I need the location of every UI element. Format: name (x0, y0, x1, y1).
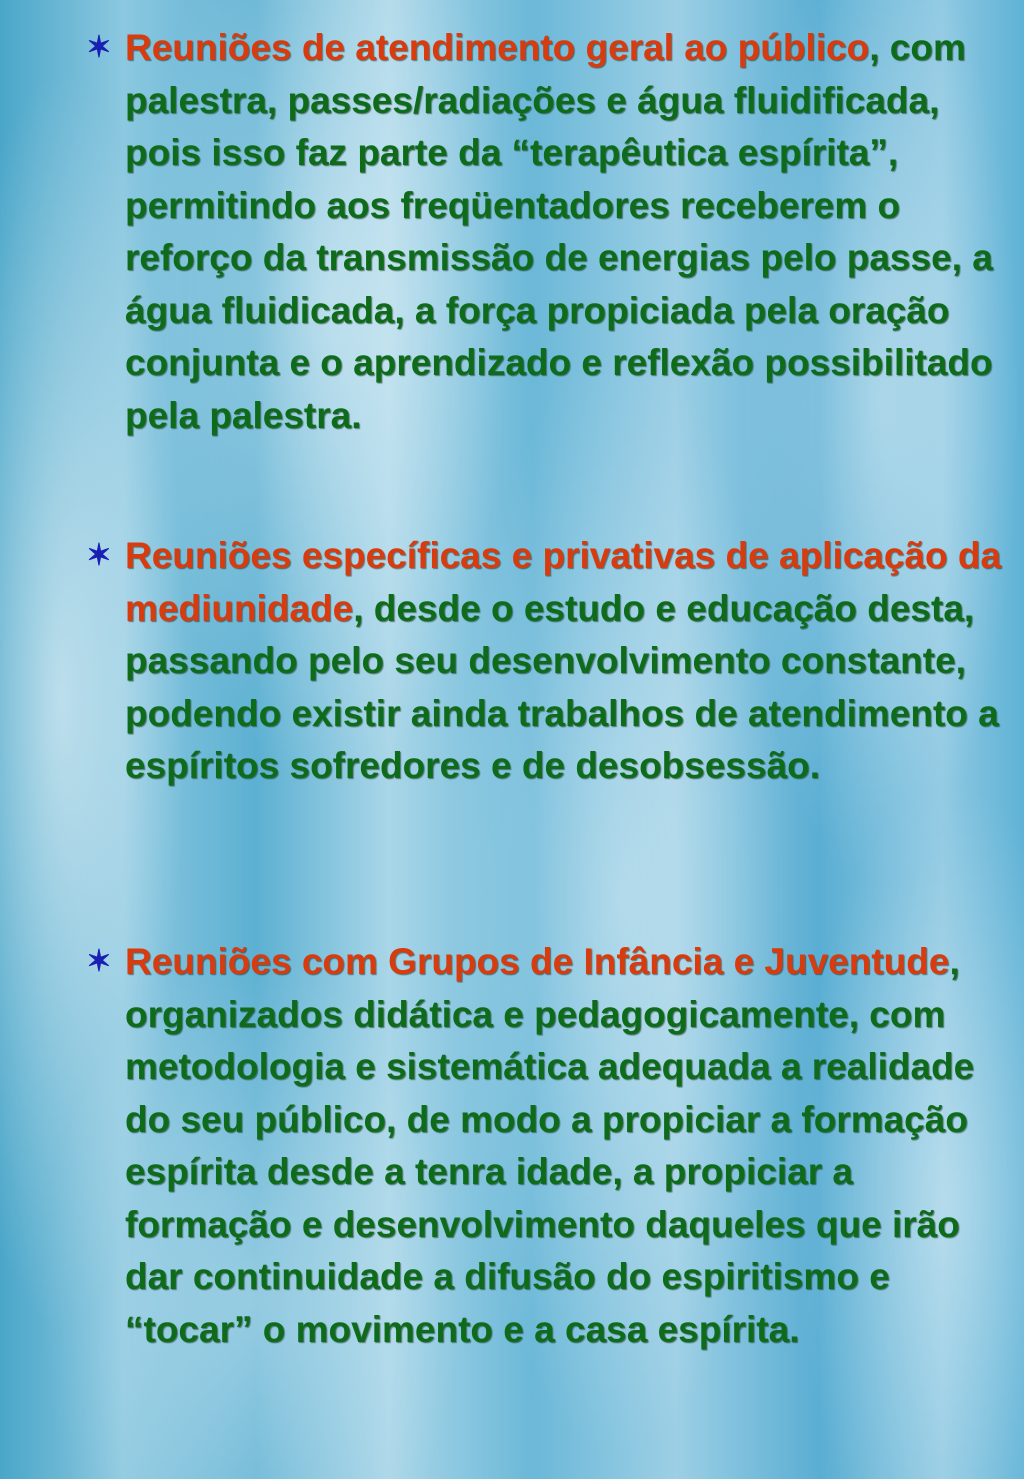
bullet-text: , com palestra, passes/radiações e água fluidificada, pois isso faz parte da “terapêutica espírita”, permitindo aos freqüentadores receberem o reforço da transmissão de energias pelo passe, a água fluidicada, a força propiciada pela oração conjunta e o aprendizado e reflexão possibilitado pela palestra. (125, 27, 993, 436)
bullet-heading: Reuniões com Grupos de Infância e Juventude (125, 941, 950, 982)
bullet-text: , organizados didática e pedagogicamente, com metodologia e sistemática adequada a realidade do seu público, de modo a propiciar a formação espírita desde a tenra idade, a propiciar a formação e desenvolvimento daqueles que irão dar continuidade a difusão do espiritismo e “tocar” o movimento e a casa espírita. (125, 941, 975, 1350)
bullet-heading: Reuniões específicas e privativas de aplicação da mediunidade (125, 535, 1002, 629)
star-bullet-icon: ✶ (86, 539, 112, 572)
bullet-paragraph (125, 936, 1010, 1356)
bullet-paragraph (125, 530, 1010, 793)
bullet-text: , desde o estudo e educação desta, passando pelo seu desenvolvimento constante, podendo existir ainda trabalhos de atendimento a espíritos sofredores e de desobsessão. (125, 587, 999, 786)
star-bullet-icon: ✶ (86, 945, 112, 978)
bullet-heading: Reuniões de atendimento geral ao público (125, 27, 870, 68)
star-bullet-icon: ✶ (86, 31, 112, 64)
bullet-paragraph (125, 22, 1010, 442)
